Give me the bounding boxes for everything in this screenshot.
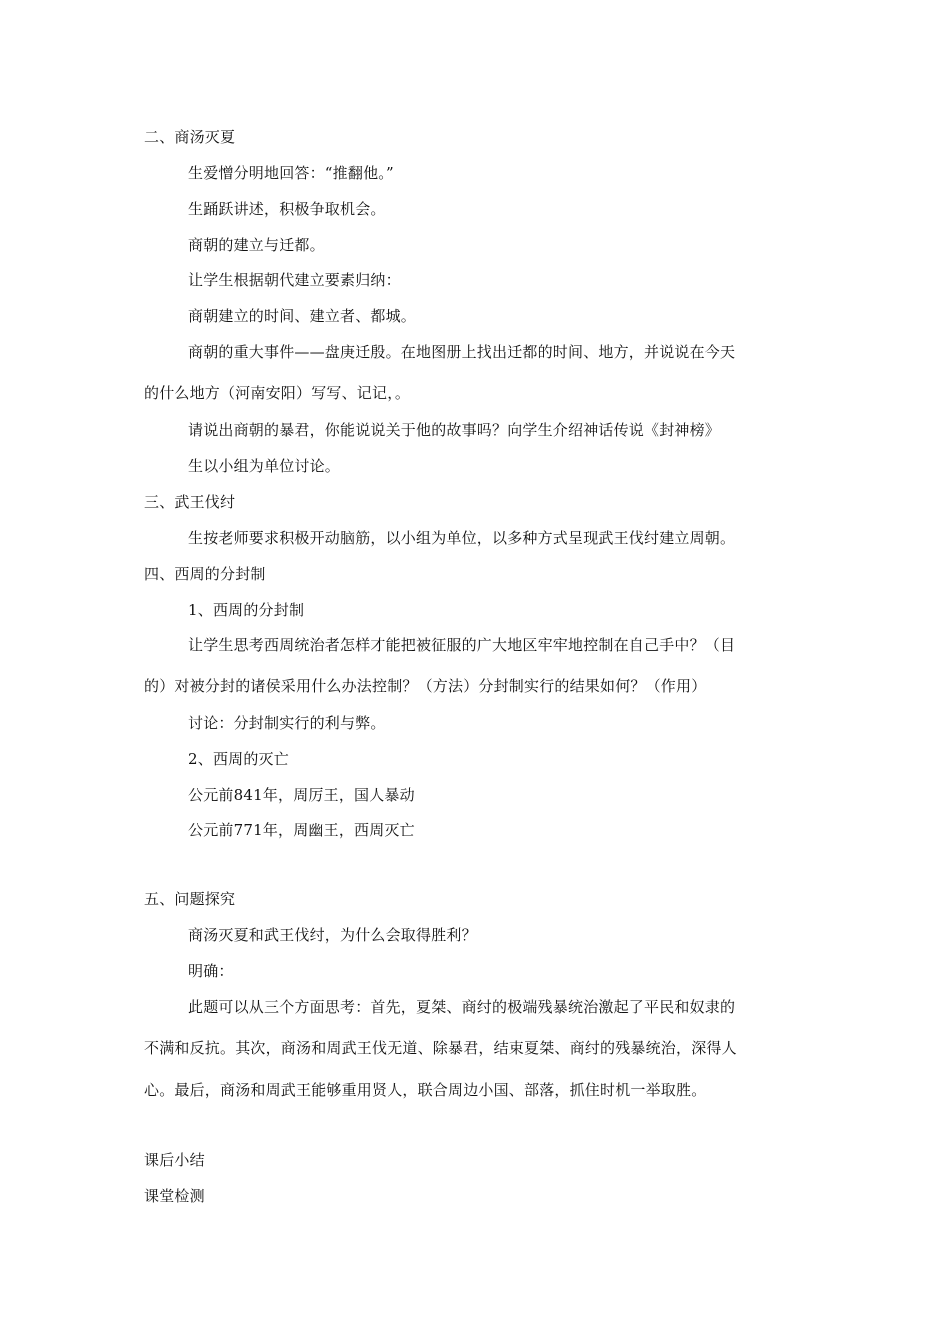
subsection-heading: 2、西周的灭亡 xyxy=(188,750,289,768)
subsection-heading: 1、西周的分封制 xyxy=(188,601,305,619)
paragraph-line-continued: 的）对被分封的诸侯采用什么办法控制？（方法）分封制实行的结果如何？（作用） xyxy=(144,677,707,695)
section-heading-inquiry: 五、问题探究 xyxy=(144,890,236,908)
paragraph-line: 让学生根据朝代建立要素归纳： xyxy=(188,271,401,289)
paragraph-line: 讨论：分封制实行的利与弊。 xyxy=(188,714,386,732)
paragraph-line-continued: 心。最后，商汤和周武王能够重用贤人，联合周边小国、部落，抓住时机一举取胜。 xyxy=(144,1081,707,1099)
paragraph-line: 生按老师要求积极开动脑筋，以小组为单位，以多种方式呈现武王伐纣建立周朝。 xyxy=(188,529,736,547)
section-heading-wu-wang: 三、武王伐纣 xyxy=(144,493,236,511)
paragraph-line-continued: 的什么地方（河南安阳）写写、记记，。 xyxy=(144,384,411,402)
paragraph-line: 公元前841年，周厉王，国人暴动 xyxy=(188,786,415,804)
paragraph-line: 生踊跃讲述，积极争取机会。 xyxy=(188,200,386,218)
paragraph-line: 商朝的重大事件——盘庚迁殷。在地图册上找出迁都的时间、地方，并说说在今天 xyxy=(188,343,736,361)
paragraph-line: 商朝的建立与迁都。 xyxy=(188,236,325,254)
paragraph-line: 请说出商朝的暴君，你能说说关于他的故事吗？向学生介绍神话传说《封神榜》 xyxy=(188,421,721,439)
section-heading-shang-tang: 二、商汤灭夏 xyxy=(144,128,236,146)
section-heading-classroom-test: 课堂检测 xyxy=(144,1187,205,1205)
paragraph-line: 让学生思考西周统治者怎样才能把被征服的广大地区牢牢地控制在自己手中？（目 xyxy=(188,636,736,654)
paragraph-line: 商朝建立的时间、建立者、都城。 xyxy=(188,307,417,325)
paragraph-line: 此题可以从三个方面思考：首先，夏桀、商纣的极端残暴统治激起了平民和奴隶的 xyxy=(188,998,736,1016)
paragraph-line: 公元前771年，周幽王，西周灭亡 xyxy=(188,821,415,839)
paragraph-line-continued: 不满和反抗。其次，商汤和周武王伐无道、除暴君，结束夏桀、商纣的残暴统治，深得人 xyxy=(144,1039,737,1057)
section-heading-summary: 课后小结 xyxy=(144,1151,205,1169)
paragraph-line: 生以小组为单位讨论。 xyxy=(188,457,341,475)
paragraph-line: 生爱憎分明地回答：“推翻他。” xyxy=(188,164,394,182)
section-heading-western-zhou: 四、西周的分封制 xyxy=(144,565,266,583)
paragraph-line: 商汤灭夏和武王伐纣，为什么会取得胜利？ xyxy=(188,926,477,944)
paragraph-line: 明确： xyxy=(188,962,234,980)
